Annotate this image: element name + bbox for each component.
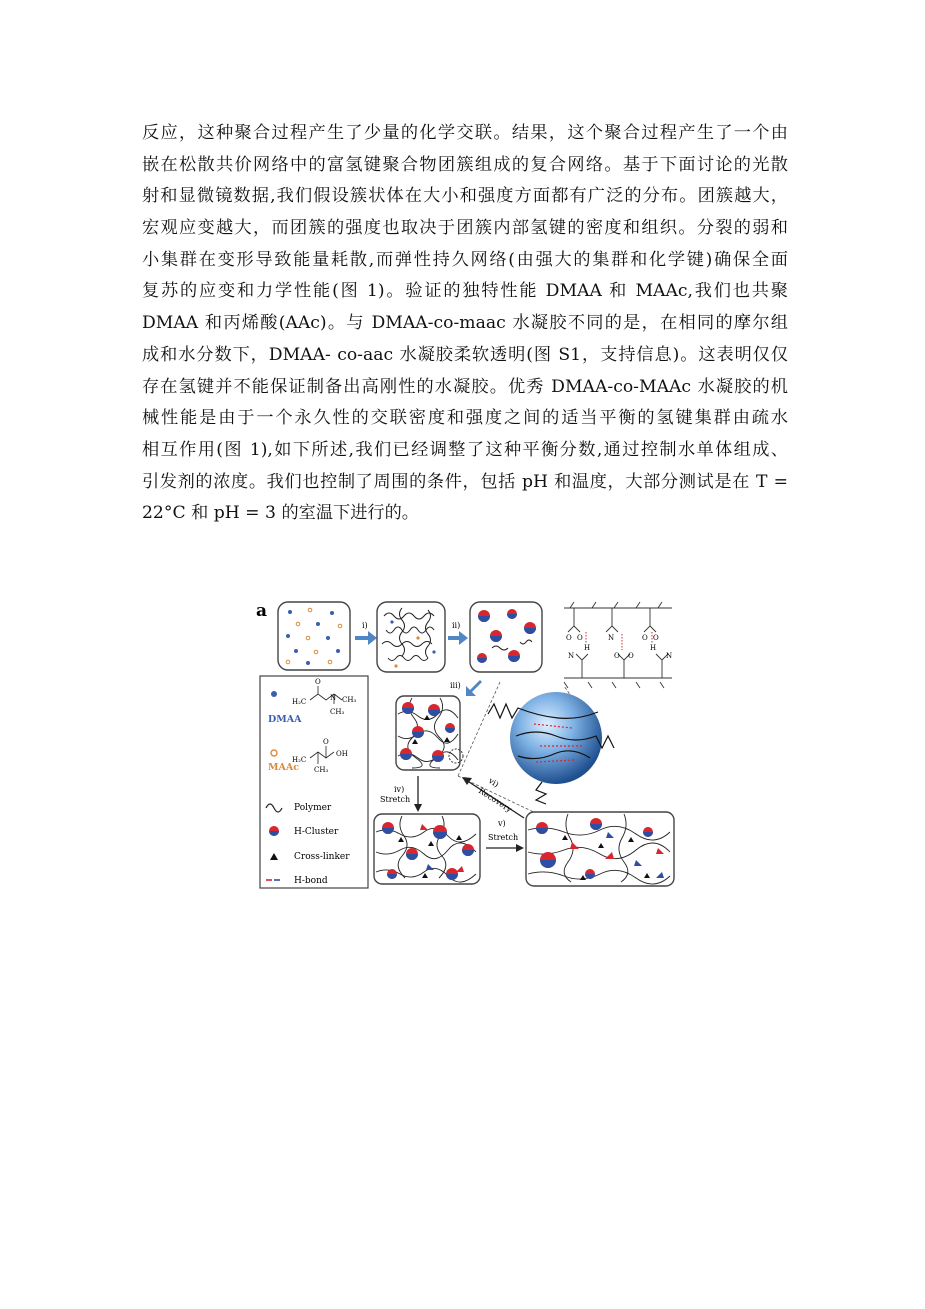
dmaa-o: O — [315, 678, 321, 686]
legend-hbond-label: H-bond — [294, 876, 328, 886]
svg-text:O: O — [642, 634, 648, 642]
dmaa-n: N — [330, 694, 337, 702]
legend-hcluster-label: H-Cluster — [294, 827, 339, 837]
recovery-arrowhead — [462, 777, 472, 785]
legend-maac-label: MAAc — [268, 762, 300, 773]
step-i-label: i) — [362, 621, 368, 630]
text-line: 存在氢键并不能保证制备出高刚性的水凝胶。优秀 DMAA-co-MAAc 水凝胶的机 — [142, 376, 788, 397]
stretch-down-arrowhead — [414, 804, 422, 812]
step-iii-label: iii) — [450, 681, 461, 690]
svg-text:N: N — [666, 652, 673, 660]
maac-o: O — [323, 738, 329, 746]
svg-text:N: N — [568, 652, 575, 660]
dmaa-h2c: H₂C — [292, 698, 307, 706]
svg-text:O: O — [566, 634, 572, 642]
step-iv-label: iv) — [394, 785, 405, 794]
text-line: 小集群在变形导致能量耗散,而弹性持久网络(由强大的集群和化学键)确保全面 — [142, 249, 788, 270]
maac-h2c: H₂C — [292, 756, 307, 764]
dmaa-ch3-a: CH₃ — [342, 696, 357, 704]
text-line: 宏观应变越大，而团簇的强度也取决于团簇内部氢键的密度和组织。分裂的弱和 — [142, 218, 788, 239]
text-line: DMAA 和丙烯酸(AAc)。与 DMAA-co-maac 水凝胶不同的是，在相同的摩尔组 — [142, 313, 788, 334]
dmaa-ch3-b: CH₃ — [330, 708, 345, 716]
polymer-box — [377, 602, 445, 672]
legend-dmaa-label: DMAA — [268, 714, 302, 725]
text-line: 成和水分数下，DMAA- co-aac 水凝胶柔软透明(图 S1，支持信息)。这表明仅仅 — [142, 344, 788, 365]
hydrogel-mechanism-figure — [252, 596, 678, 890]
svg-text:O: O — [653, 634, 659, 642]
svg-text:N: N — [608, 634, 615, 642]
legend-polymer-label: Polymer — [294, 803, 332, 813]
text-line: 嵌在松散共价网络中的富氢键聚合物团簇组成的复合网络。基于下面讨论的光散 — [142, 154, 788, 175]
chemistry-atom-labels — [566, 634, 672, 660]
text-line: 相互作用(图 1),如下所述,我们已经调整了这种平衡分数,通过控制水单体组成、 — [142, 439, 788, 460]
stretch-right-arrowhead — [516, 844, 524, 852]
arrow-i — [355, 631, 377, 645]
panel-label: a — [256, 601, 268, 621]
svg-text:O: O — [614, 652, 620, 660]
step-v-label: v) — [498, 819, 506, 828]
maac-ch3: CH₃ — [314, 766, 329, 774]
step-vi-text: Recovery — [476, 786, 514, 815]
svg-text:H: H — [584, 644, 591, 652]
text-line: 射和显微镜数据,我们假设簇状体在大小和强度方面都有广泛的分布。团簇越大， — [142, 186, 788, 207]
dmaa-dot-icon — [271, 691, 277, 697]
step-v-text: Stretch — [488, 833, 519, 842]
step-vi-label: vi) — [486, 776, 501, 790]
maac-oh: OH — [336, 750, 348, 758]
hcluster-legend-icon — [269, 826, 279, 836]
arrow-iii — [466, 680, 482, 696]
svg-text:H: H — [650, 644, 657, 652]
svg-text:O: O — [628, 652, 634, 660]
text-line: 复苏的应变和力学性能(图 1)。验证的独特性能 DMAA 和 MAAc,我们也共聚 — [142, 281, 788, 302]
step-iv-text: Stretch — [380, 795, 411, 804]
figure-svg — [252, 596, 678, 890]
body-paragraph — [142, 118, 788, 530]
legend-crosslinker-label: Cross-linker — [294, 852, 350, 862]
text-line: 引发剂的浓度。我们也控制了周围的条件，包括 pH 和温度，大部分测试是在 T = — [142, 471, 788, 492]
arrow-ii — [448, 631, 468, 645]
text-line: 22°C 和 pH = 3 的室温下进行的。 — [142, 503, 419, 524]
text-line: 反应，这种聚合过程产生了少量的化学交联。结果，这个聚合过程产生了一个由 — [142, 123, 788, 143]
svg-text:O: O — [577, 634, 583, 642]
text-line: 械性能是由于一个永久性的交联密度和强度之间的适当平衡的氢键集群由疏水 — [142, 408, 788, 429]
step-ii-label: ii) — [452, 621, 461, 630]
